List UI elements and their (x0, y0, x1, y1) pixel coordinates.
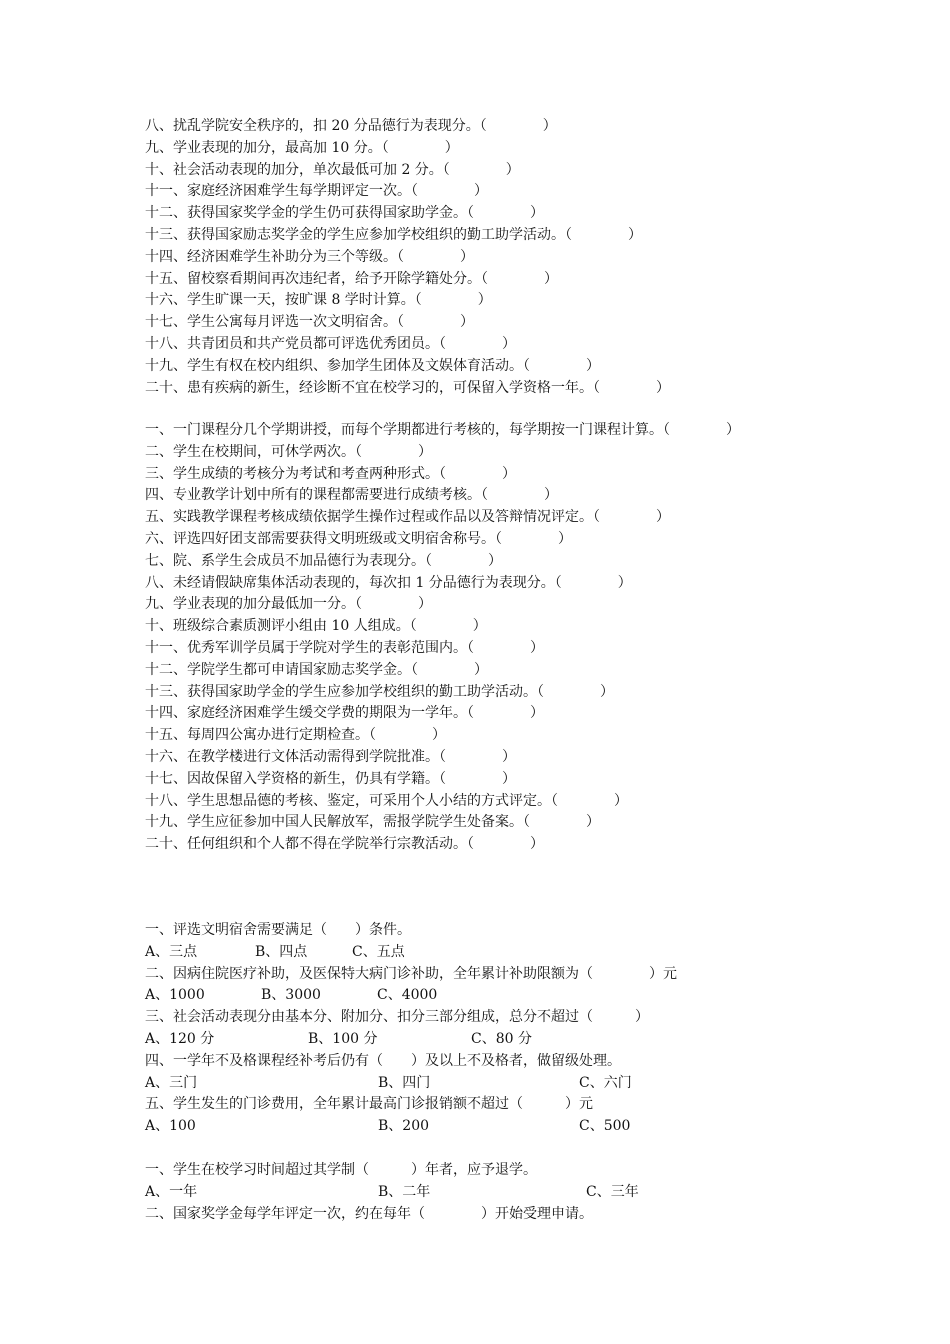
option-b: B、3000 (261, 987, 321, 1004)
question-line: 十二、获得国家奖学金的学生仍可获得国家助学金。（ ） (145, 205, 544, 222)
multiple-choice-section-1 (145, 920, 925, 1138)
question-line: 五、实践教学课程考核成绩依据学生操作过程或作品以及答辩情况评定。（ ） (145, 509, 670, 526)
option-a: A、100 (145, 1118, 196, 1135)
option-a: A、120 分 (145, 1030, 215, 1047)
question-line: 一、一门课程分几个学期讲授，而每个学期都进行考核的，每学期按一门课程计算。（ ） (145, 422, 740, 438)
options-row (145, 942, 925, 964)
question-line: 十三、获得国家励志奖学金的学生应参加学校组织的勤工助学活动。（ ） (145, 226, 642, 243)
question-line: 十九、学生应征参加中国人民解放军，需报学院学生处备案。（ ） (145, 814, 600, 831)
question-line: 七、院、系学生会成员不加品德行为表现分。（ ） (145, 552, 502, 569)
option-b: B、二年 (378, 1183, 431, 1200)
question-line: 十九、学生有权在校内组织、参加学生团体及文娱体育活动。（ ） (145, 357, 600, 374)
question-line: 二十、患有疾病的新生，经诊断不宜在校学习的，可保留入学资格一年。（ ） (145, 379, 670, 396)
option-a: A、三点 (145, 943, 198, 960)
question-line: 十六、学生旷课一天，按旷课 8 学时计算。（ ） (145, 292, 492, 309)
option-b: B、四点 (255, 943, 308, 960)
option-a: A、1000 (145, 987, 205, 1004)
option-b: B、100 分 (308, 1030, 378, 1047)
question-line: 十五、每周四公寓办进行定期检查。（ ） (145, 727, 446, 744)
question-line: 二、国家奖学金每学年评定一次，约在每年（ ）开始受理申请。 (145, 1205, 593, 1222)
true-false-section-1 (145, 116, 925, 399)
question-line: 十一、优秀军训学员属于学院对学生的表彰范围内。（ ） (145, 639, 544, 656)
question-line: 一、评选文明宿舍需要满足（ ）条件。 (145, 922, 411, 938)
true-false-section-2 (145, 420, 925, 856)
question-line: 十八、共青团员和共产党员都可评选优秀团员。（ ） (145, 335, 516, 352)
option-b: B、四门 (378, 1074, 431, 1091)
question-line: 二、因病住院医疗补助，及医保特大病门诊补助，全年累计补助限额为（ ）元 (145, 965, 677, 982)
option-c: C、4000 (377, 987, 438, 1004)
option-a: A、一年 (145, 1183, 198, 1200)
multiple-choice-section-2 (145, 1160, 925, 1225)
options-row (145, 985, 925, 1007)
options-row (145, 1073, 925, 1095)
question-line: 十五、留校察看期间再次违纪者，给予开除学籍处分。（ ） (145, 270, 558, 287)
question-line: 十四、家庭经济困难学生缓交学费的期限为一学年。（ ） (145, 705, 544, 722)
question-line: 十二、学院学生都可申请国家励志奖学金。（ ） (145, 661, 488, 678)
question-line: 三、社会活动表现分由基本分、附加分、扣分三部分组成，总分不超过（ ） (145, 1009, 649, 1026)
question-line: 五、学生发生的门诊费用，全年累计最高门诊报销额不超过（ ）元 (145, 1096, 593, 1113)
question-line: 十三、获得国家助学金的学生应参加学校组织的勤工助学活动。（ ） (145, 683, 614, 700)
options-row (145, 1116, 925, 1138)
question-line: 九、学业表现的加分，最高加 10 分。（ ） (145, 139, 459, 156)
option-a: A、三门 (145, 1074, 198, 1091)
question-line: 十七、学生公寓每月评选一次文明宿舍。（ ） (145, 314, 474, 331)
question-line: 十六、在教学楼进行文体活动需得到学院批准。（ ） (145, 748, 516, 765)
question-line: 一、学生在校学习时间超过其学制（ ）年者，应予退学。 (145, 1162, 537, 1178)
question-line: 九、学业表现的加分最低加一分。（ ） (145, 596, 432, 613)
option-c: C、六门 (579, 1074, 632, 1091)
option-c: C、80 分 (471, 1030, 532, 1047)
question-line: 八、扰乱学院安全秩序的，扣 20 分品德行为表现分。（ ） (145, 118, 557, 134)
question-line: 六、评选四好团支部需要获得文明班级或文明宿舍称号。（ ） (145, 530, 572, 547)
question-line: 十、班级综合素质测评小组由 10 人组成。（ ） (145, 618, 487, 635)
option-c: C、500 (579, 1118, 631, 1135)
option-c: C、五点 (352, 943, 405, 960)
question-line: 十、社会活动表现的加分，单次最低可加 2 分。（ ） (145, 161, 520, 178)
question-line: 十八、学生思想品德的考核、鉴定，可采用个人小结的方式评定。（ ） (145, 792, 628, 809)
question-line: 二十、任何组织和个人都不得在学院举行宗教活动。（ ） (145, 836, 544, 853)
options-row (145, 1182, 925, 1204)
option-b: B、200 (378, 1118, 430, 1135)
options-row (145, 1029, 925, 1051)
option-c: C、三年 (586, 1183, 639, 1200)
question-line: 八、未经请假缺席集体活动表现的，每次扣 1 分品德行为表现分。（ ） (145, 574, 632, 591)
question-line: 十四、经济困难学生补助分为三个等级。（ ） (145, 248, 474, 265)
question-line: 三、学生成绩的考核分为考试和考查两种形式。（ ） (145, 465, 516, 482)
question-line: 二、学生在校期间，可休学两次。（ ） (145, 443, 432, 460)
question-line: 十七、因故保留入学资格的新生，仍具有学籍。（ ） (145, 770, 516, 787)
question-line: 四、一学年不及格课程经补考后仍有（ ）及以上不及格者，做留级处理。 (145, 1052, 621, 1069)
question-line: 四、专业教学计划中所有的课程都需要进行成绩考核。（ ） (145, 487, 558, 504)
question-line: 十一、家庭经济困难学生每学期评定一次。（ ） (145, 183, 488, 200)
